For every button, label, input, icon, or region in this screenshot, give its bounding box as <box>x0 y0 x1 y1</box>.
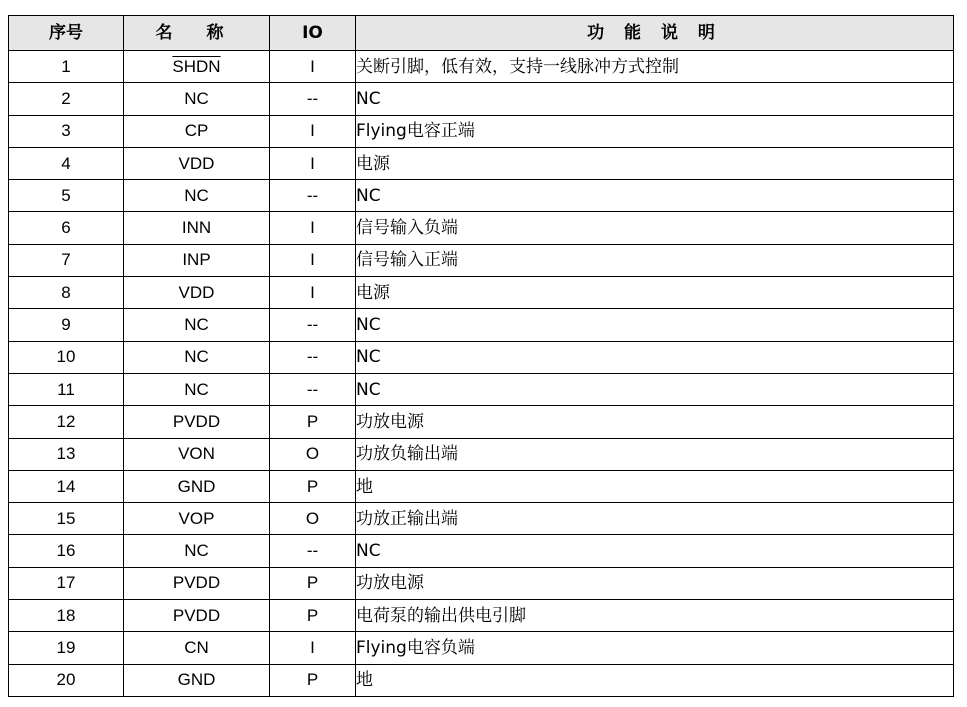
table-row <box>9 309 954 341</box>
pin-name: PVDD <box>172 411 221 431</box>
table-row <box>9 115 954 147</box>
pin-io-type: -- <box>270 373 356 405</box>
header-io: IO <box>270 16 356 51</box>
pin-name: VDD <box>178 153 215 173</box>
pin-io-type: -- <box>270 180 356 212</box>
pin-io-type: I <box>270 277 356 309</box>
pin-name-cell <box>124 600 270 632</box>
pin-name: NC <box>184 541 209 561</box>
pin-number: 17 <box>9 567 124 599</box>
pin-description: 功放正输出端 <box>356 503 954 535</box>
pin-number: 16 <box>9 535 124 567</box>
pin-name-cell <box>124 341 270 373</box>
table-row <box>9 83 954 115</box>
pin-name: NC <box>184 347 209 367</box>
pin-name: CP <box>184 121 209 141</box>
pin-number: 20 <box>9 664 124 696</box>
table-row <box>9 51 954 83</box>
table-row <box>9 180 954 212</box>
pin-name-cell <box>124 309 270 341</box>
pin-number: 4 <box>9 147 124 179</box>
pin-name-cell <box>124 244 270 276</box>
pin-io-type: I <box>270 147 356 179</box>
pin-number: 19 <box>9 632 124 664</box>
pin-description: 信号输入负端 <box>356 212 954 244</box>
pin-description: Flying电容正端 <box>356 115 954 147</box>
pin-name: NC <box>184 185 209 205</box>
pin-name-cell <box>124 664 270 696</box>
table-row <box>9 277 954 309</box>
pin-name-cell <box>124 406 270 438</box>
pin-name: VON <box>178 444 215 464</box>
pin-io-type: I <box>270 51 356 83</box>
pin-name-cell <box>124 373 270 405</box>
pin-number: 11 <box>9 373 124 405</box>
pin-name: NC <box>184 379 209 399</box>
table-row <box>9 244 954 276</box>
pin-number: 2 <box>9 83 124 115</box>
pin-io-type: P <box>270 600 356 632</box>
pin-io-type: P <box>270 406 356 438</box>
table-header-row <box>9 16 954 51</box>
pin-description: NC <box>356 341 954 373</box>
table-row <box>9 147 954 179</box>
pin-name-cell <box>124 535 270 567</box>
pin-description: NC <box>356 535 954 567</box>
header-description: 功 能 说 明 <box>356 16 954 51</box>
pin-name-cell <box>124 115 270 147</box>
pin-name-cell <box>124 438 270 470</box>
pin-name: VDD <box>178 282 215 302</box>
pin-number: 18 <box>9 600 124 632</box>
pin-name: CN <box>184 637 209 657</box>
pin-description: NC <box>356 373 954 405</box>
pin-io-type: I <box>270 244 356 276</box>
table-row <box>9 438 954 470</box>
table-row <box>9 406 954 438</box>
pin-io-type: P <box>270 470 356 502</box>
pin-description: 功放电源 <box>356 406 954 438</box>
pin-number: 13 <box>9 438 124 470</box>
pin-io-type: O <box>270 503 356 535</box>
pin-name-cell <box>124 567 270 599</box>
pin-name: NC <box>184 88 209 108</box>
pin-io-type: I <box>270 212 356 244</box>
pin-description: 地 <box>356 470 954 502</box>
table-row <box>9 632 954 664</box>
pin-description: 功放电源 <box>356 567 954 599</box>
table-row <box>9 212 954 244</box>
pin-name-cell <box>124 212 270 244</box>
pin-io-type: -- <box>270 309 356 341</box>
pin-description: NC <box>356 309 954 341</box>
pin-description: NC <box>356 83 954 115</box>
pin-io-type: I <box>270 115 356 147</box>
pin-description: 功放负输出端 <box>356 438 954 470</box>
pin-io-type: P <box>270 567 356 599</box>
pin-io-type: -- <box>270 535 356 567</box>
table-row <box>9 341 954 373</box>
pin-name: VOP <box>178 508 215 528</box>
pin-number: 10 <box>9 341 124 373</box>
table-row <box>9 567 954 599</box>
pin-number: 8 <box>9 277 124 309</box>
pin-description: NC <box>356 180 954 212</box>
pin-function-table <box>8 15 954 697</box>
pin-description: 电荷泵的输出供电引脚 <box>356 600 954 632</box>
pin-description: Flying电容负端 <box>356 632 954 664</box>
table-row <box>9 373 954 405</box>
pin-number: 7 <box>9 244 124 276</box>
pin-name: GND <box>177 670 216 690</box>
pin-number: 15 <box>9 503 124 535</box>
pin-description: 电源 <box>356 147 954 179</box>
table-row <box>9 470 954 502</box>
header-number: 序号 <box>9 16 124 51</box>
pin-io-type: P <box>270 664 356 696</box>
pin-name-cell <box>124 632 270 664</box>
pin-name: INP <box>182 250 211 270</box>
pin-io-type: -- <box>270 83 356 115</box>
pin-number: 5 <box>9 180 124 212</box>
table-body <box>9 51 954 697</box>
pin-description: 地 <box>356 664 954 696</box>
pin-name: SHDN <box>172 56 221 76</box>
pin-number: 1 <box>9 51 124 83</box>
pin-number: 3 <box>9 115 124 147</box>
pin-io-type: I <box>270 632 356 664</box>
pin-number: 6 <box>9 212 124 244</box>
pin-name: NC <box>184 315 209 335</box>
pin-number: 14 <box>9 470 124 502</box>
pin-name-cell <box>124 180 270 212</box>
table-row <box>9 535 954 567</box>
pin-name-cell <box>124 503 270 535</box>
pin-name-cell <box>124 83 270 115</box>
pin-io-type: O <box>270 438 356 470</box>
pin-name-cell <box>124 277 270 309</box>
table-row <box>9 600 954 632</box>
pin-name: INN <box>181 218 212 238</box>
table-row <box>9 664 954 696</box>
pin-description: 电源 <box>356 277 954 309</box>
pin-name-cell <box>124 51 270 83</box>
pin-name: PVDD <box>172 573 221 593</box>
pin-name-cell <box>124 470 270 502</box>
pin-name-cell <box>124 147 270 179</box>
pin-io-type: -- <box>270 341 356 373</box>
header-name: 名 称 <box>124 16 270 51</box>
table-row <box>9 503 954 535</box>
pin-number: 12 <box>9 406 124 438</box>
pin-description: 关断引脚，低有效，支持一线脉冲方式控制 <box>356 51 954 83</box>
pin-number: 9 <box>9 309 124 341</box>
pin-name: GND <box>177 476 216 496</box>
pin-name: PVDD <box>172 605 221 625</box>
pin-description: 信号输入正端 <box>356 244 954 276</box>
